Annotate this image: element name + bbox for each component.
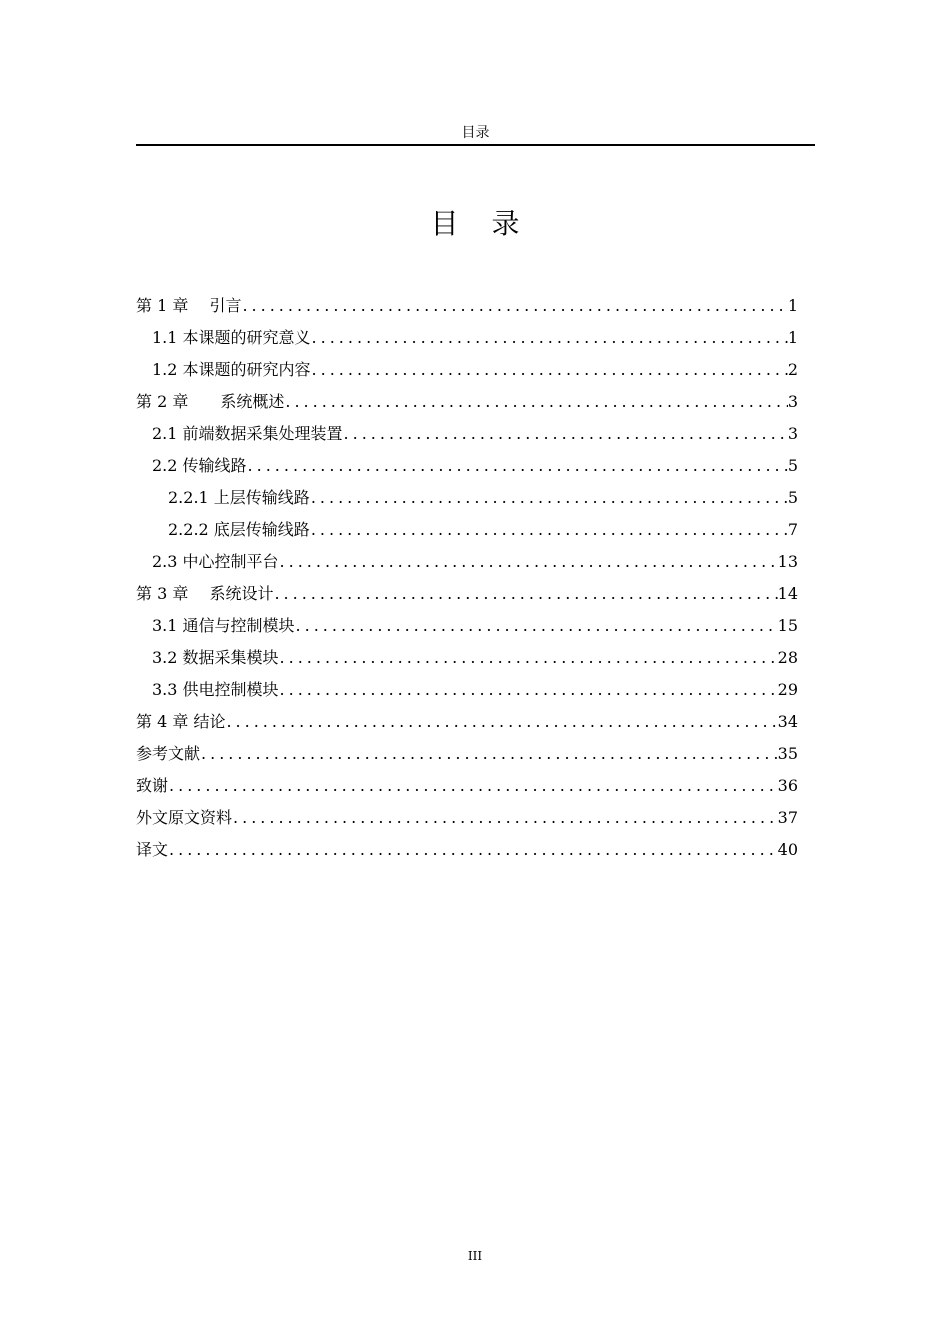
toc-dot-leader [247, 450, 788, 482]
toc-entry-page: 5 [787, 488, 798, 507]
toc-dot-leader [310, 514, 788, 546]
toc-dot-leader [241, 290, 787, 322]
toc-entry-page: 36 [777, 776, 798, 795]
toc-dot-leader [295, 610, 778, 642]
toc-entry-label: 第 1 章 引言 [136, 296, 242, 315]
toc-entry[interactable] [136, 418, 798, 450]
toc-entry-label: 2.1 前端数据采集处理装置 [152, 424, 343, 443]
header-rule [136, 144, 815, 146]
page-number: III [467, 1249, 483, 1263]
toc-dot-leader [232, 802, 778, 834]
toc-entry-page: 35 [777, 744, 798, 763]
toc-entry[interactable] [136, 706, 798, 738]
toc-entry[interactable] [136, 386, 798, 418]
toc-entry[interactable] [136, 322, 798, 354]
toc-entry[interactable] [136, 290, 798, 322]
table-of-contents [136, 290, 798, 866]
toc-entry-page: 14 [777, 584, 798, 603]
toc-dot-leader [284, 386, 787, 418]
toc-entry-page: 13 [777, 552, 798, 571]
toc-entry[interactable] [136, 578, 798, 610]
toc-entry-page: 40 [777, 840, 798, 859]
toc-entry-label: 第 4 章 结论 [136, 712, 226, 731]
toc-dot-leader [311, 322, 788, 354]
toc-entry-label: 参考文献 [136, 744, 201, 763]
toc-entry[interactable] [136, 802, 798, 834]
toc-entry[interactable] [136, 610, 798, 642]
toc-entry[interactable] [136, 642, 798, 674]
toc-entry-page: 37 [777, 808, 798, 827]
toc-entry-page: 7 [787, 520, 798, 539]
toc-entry-label: 2.3 中心控制平台 [152, 552, 279, 571]
toc-dot-leader [168, 770, 778, 802]
toc-entry-page: 3 [787, 392, 798, 411]
toc-entry[interactable] [136, 354, 798, 386]
toc-entry[interactable] [136, 514, 798, 546]
toc-entry-label: 第 3 章 系统设计 [136, 584, 274, 603]
toc-entry-label: 2.2.1 上层传输线路 [168, 488, 310, 507]
toc-entry-label: 2.2 传输线路 [152, 456, 247, 475]
toc-entry-page: 15 [777, 616, 798, 635]
toc-entry[interactable] [136, 482, 798, 514]
toc-entry-label: 3.2 数据采集模块 [152, 648, 279, 667]
toc-entry-label: 译文 [136, 840, 169, 859]
toc-entry-page: 3 [787, 424, 798, 443]
toc-entry[interactable] [136, 674, 798, 706]
page-title: 目 录 [430, 207, 532, 240]
toc-dot-leader [279, 642, 778, 674]
running-header-title: 目录 [461, 125, 490, 141]
toc-entry[interactable] [136, 834, 798, 866]
toc-entry-page: 5 [787, 456, 798, 475]
toc-entry[interactable] [136, 738, 798, 770]
toc-entry[interactable] [136, 450, 798, 482]
toc-entry-label: 第 2 章 系统概述 [136, 392, 285, 411]
toc-entry-label: 1.2 本课题的研究内容 [152, 360, 311, 379]
toc-entry[interactable] [136, 770, 798, 802]
toc-entry-page: 34 [777, 712, 798, 731]
toc-entry-label: 致谢 [136, 776, 169, 795]
toc-dot-leader [343, 418, 788, 450]
toc-entry-page: 2 [787, 360, 798, 379]
toc-entry-label: 3.1 通信与控制模块 [152, 616, 295, 635]
toc-entry-label: 外文原文资料 [136, 808, 233, 827]
toc-entry[interactable] [136, 546, 798, 578]
toc-entry-page: 1 [787, 296, 798, 315]
toc-entry-label: 1.1 本课题的研究意义 [152, 328, 311, 347]
toc-dot-leader [225, 706, 777, 738]
toc-entry-label: 3.3 供电控制模块 [152, 680, 279, 699]
toc-entry-label: 2.2.2 底层传输线路 [168, 520, 310, 539]
toc-dot-leader [200, 738, 778, 770]
toc-entry-page: 29 [777, 680, 798, 699]
toc-dot-leader [279, 674, 778, 706]
toc-dot-leader [310, 482, 788, 514]
toc-dot-leader [273, 578, 777, 610]
toc-dot-leader [279, 546, 778, 578]
toc-entry-page: 28 [777, 648, 798, 667]
toc-entry-page: 1 [787, 328, 798, 347]
toc-dot-leader [168, 834, 778, 866]
toc-dot-leader [311, 354, 788, 386]
